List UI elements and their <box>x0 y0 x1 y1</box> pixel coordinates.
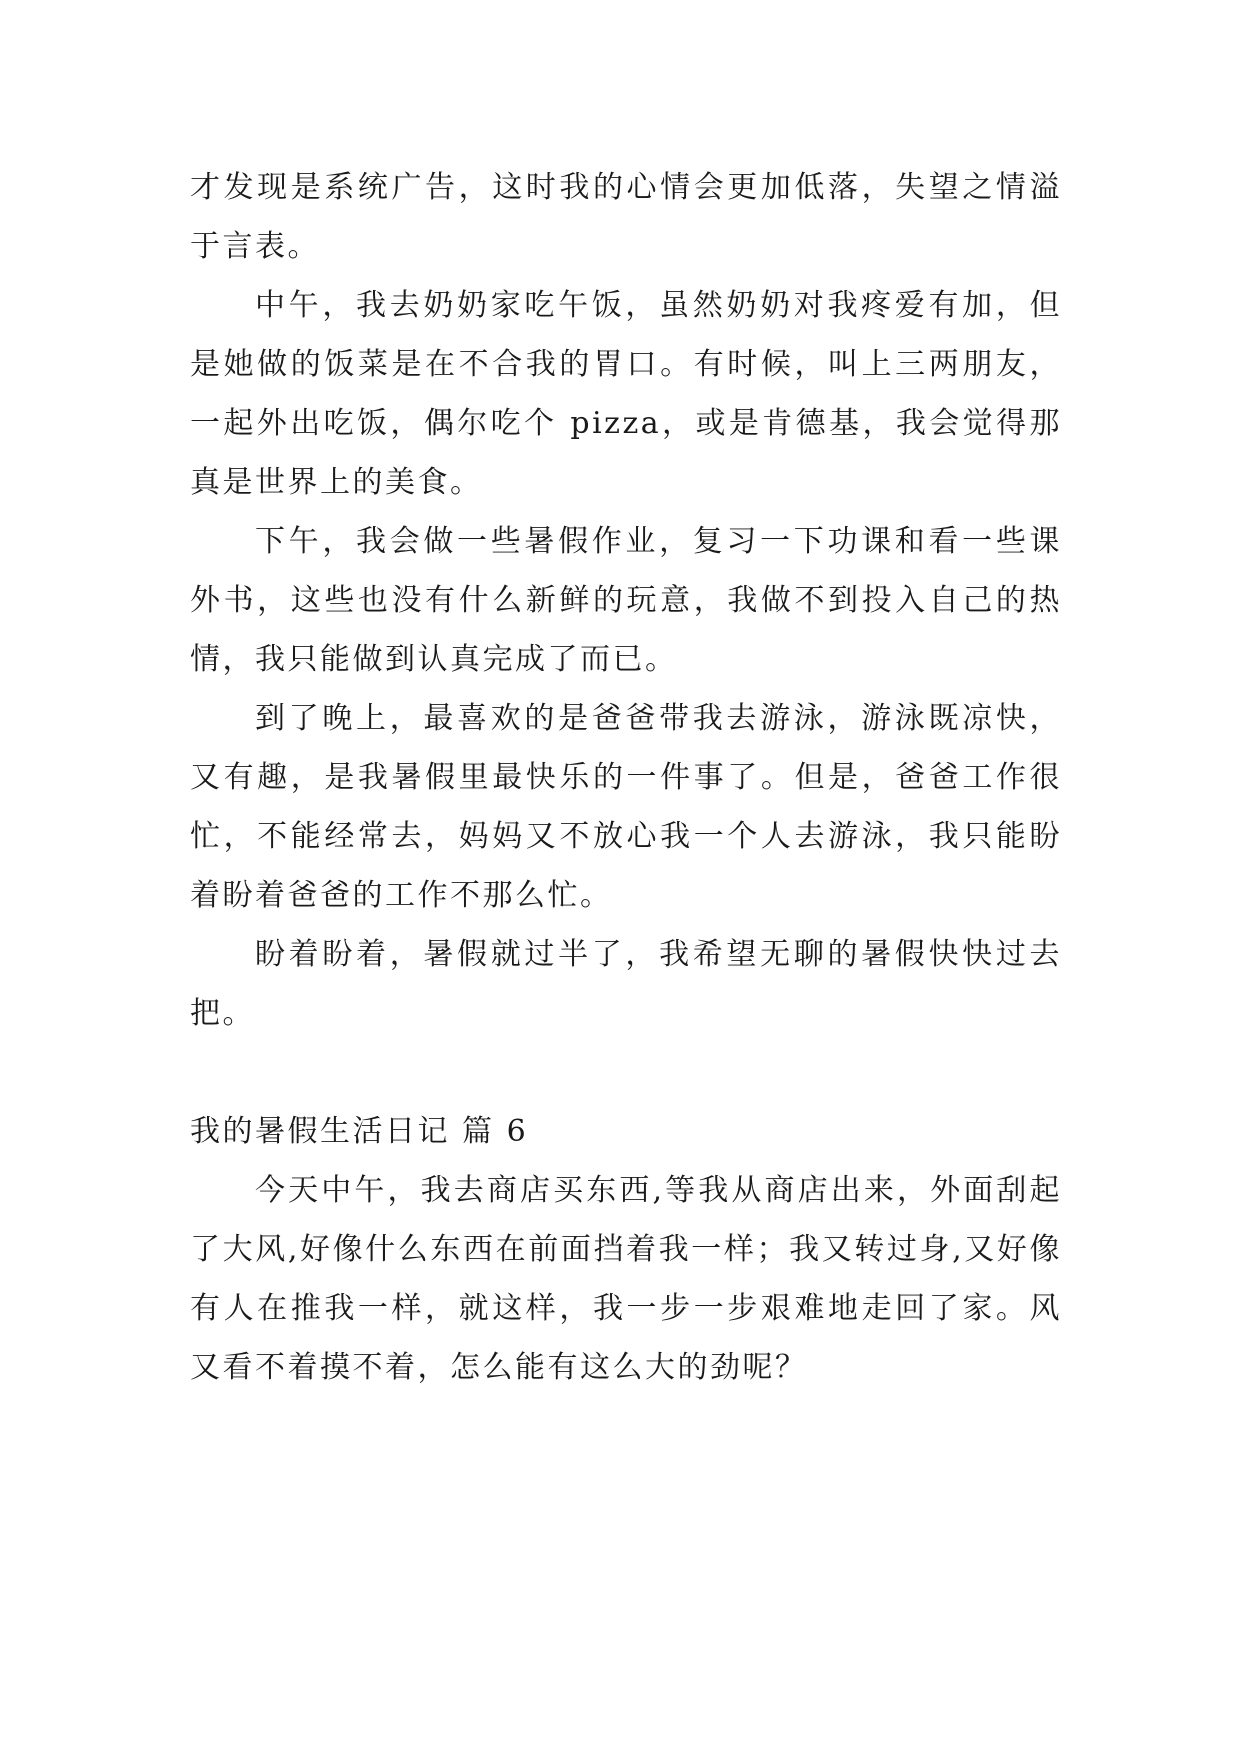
paragraph-4: 到了晚上，最喜欢的是爸爸带我去游泳，游泳既凉快，又有趣，是我暑假里最快乐的一件事了。但是，爸爸工作很忙，不能经常去，妈妈又不放心我一个人去游泳，我只能盼着盼着爸爸的工作不那么忙。 <box>190 701 1062 913</box>
paragraph-5: 盼着盼着，暑假就过半了，我希望无聊的暑假快快过去把。 <box>190 937 1062 1031</box>
paragraph-1: 才发现是系统广告，这时我的心情会更加低落，失望之情溢于言表。 <box>190 170 1062 264</box>
paragraph-2: 中午，我去奶奶家吃午饭，虽然奶奶对我疼爱有加，但是她做的饭菜是在不合我的胃口。有时候，叫上三两朋友，一起外出吃饭，偶尔吃个 pizza，或是肯德基，我会觉得那真是世界上的美食。 <box>190 288 1062 500</box>
paragraph-3: 下午，我会做一些暑假作业，复习一下功课和看一些课外书，这些也没有什么新鲜的玩意，我做不到投入自己的热情，我只能做到认真完成了而已。 <box>190 524 1062 677</box>
document-body <box>190 158 1062 1397</box>
paragraph-6: 今天中午，我去商店买东西,等我从商店出来，外面刮起了大风,好像什么东西在前面挡着我一样；我又转过身,又好像有人在推我一样，就这样，我一步一步艰难地走回了家。风又看不着摸不着，怎么能有这么大的劲呢？ <box>190 1173 1062 1385</box>
section-heading-block <box>190 1102 1062 1161</box>
section-heading: 我的暑假生活日记 篇 6 <box>190 1114 529 1149</box>
